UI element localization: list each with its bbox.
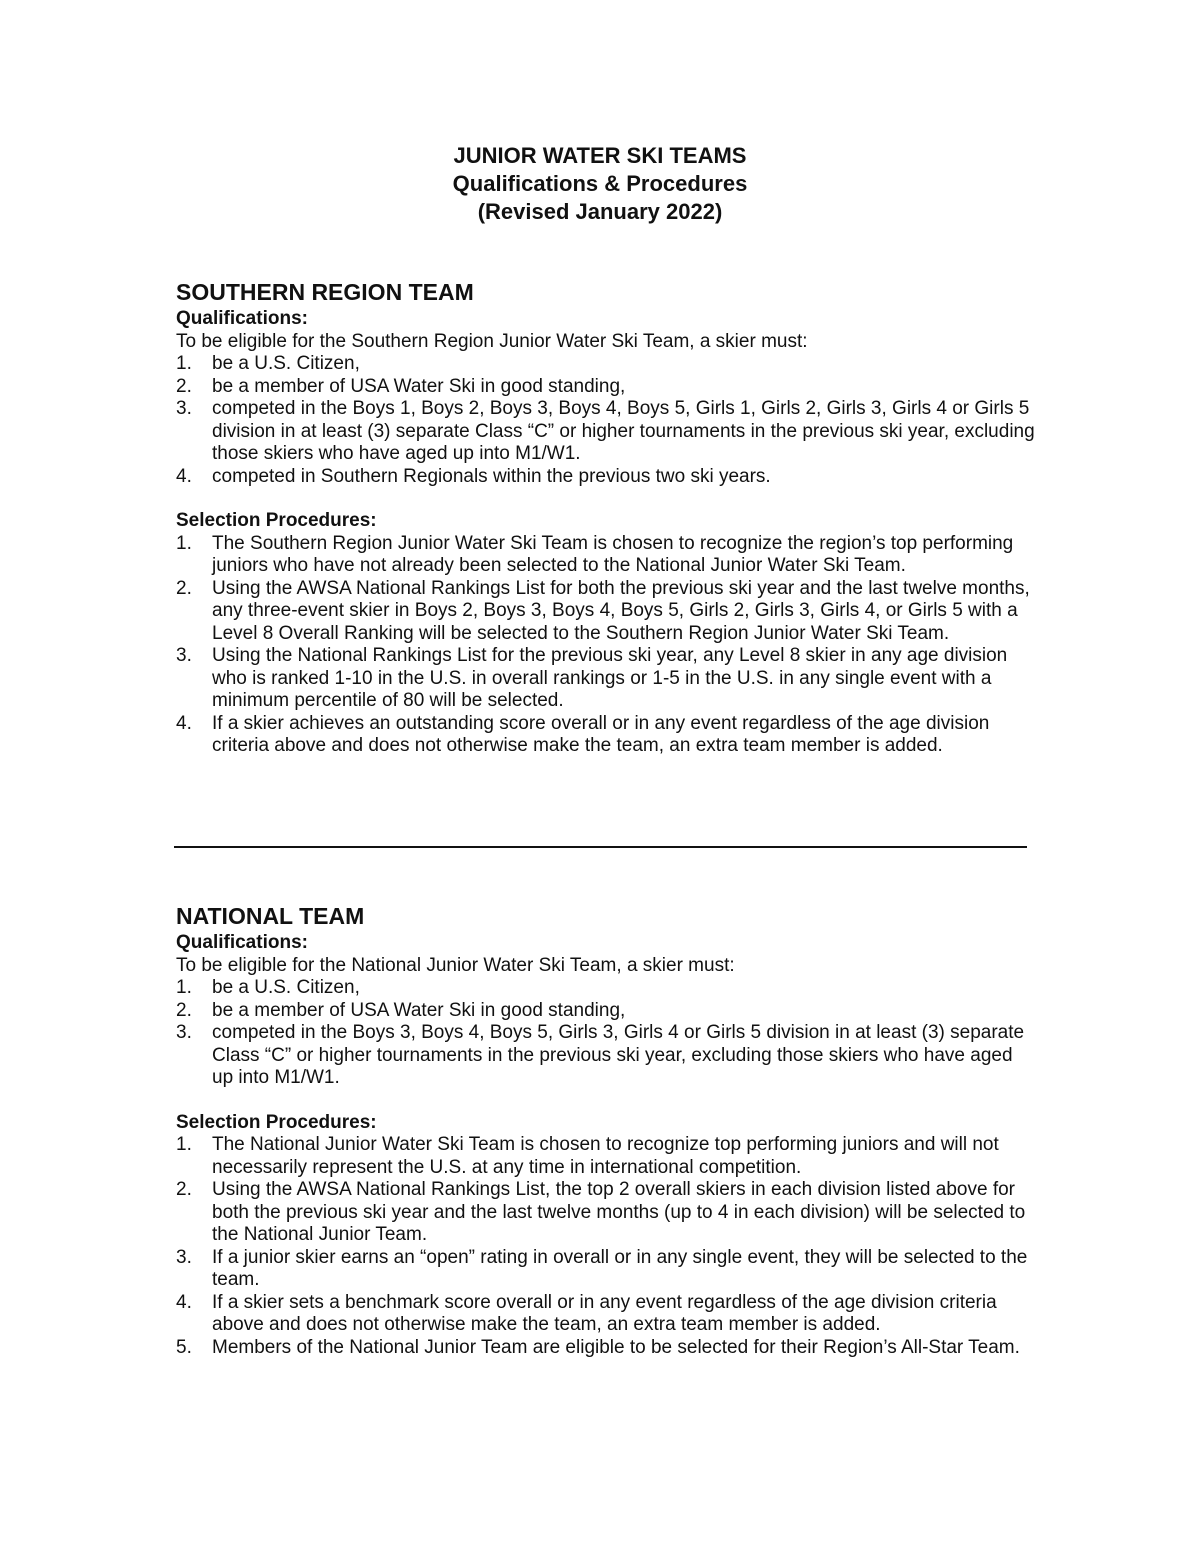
- procedures-heading: Selection Procedures:: [176, 1111, 377, 1133]
- list-item: [176, 1247, 1036, 1292]
- item-number: 3.: [176, 645, 192, 666]
- list-item: [176, 376, 1036, 399]
- item-number: 1.: [176, 977, 192, 998]
- item-number: 2.: [176, 999, 192, 1021]
- document-title: [0, 142, 1200, 226]
- item-text: be a member of USA Water Ski in good standing,: [212, 375, 626, 397]
- qualifications-intro: To be eligible for the Southern Region Junior Water Ski Team, a skier must:: [176, 330, 808, 352]
- item-number: 5.: [176, 1336, 192, 1358]
- list-item: [176, 1179, 1036, 1247]
- item-number: 2.: [176, 577, 192, 599]
- list-item: [176, 578, 1036, 646]
- item-number: 3.: [176, 1022, 192, 1043]
- list-item: [176, 713, 1036, 758]
- list-item: [176, 645, 1036, 713]
- item-text: competed in Southern Regionals within the previous two ski years.: [212, 465, 771, 487]
- item-number: 1.: [176, 1134, 192, 1155]
- list-item: [176, 1292, 1036, 1337]
- item-text: Using the National Rankings List for the previous ski year, any Level 8 skier in any age division who is ranked 1-10 in the U.S. in overall rankings or 1-5 in the U.S. in any single event with a minimum percentile of 80 will be selected.: [212, 645, 1008, 711]
- item-text: competed in the Boys 3, Boys 4, Boys 5, Girls 3, Girls 4 or Girls 5 division in at least (3) separate Class “C” or higher tournaments in the previous ski year, excluding those skiers who have aged up into M1/W1.: [212, 1022, 1025, 1088]
- list-item: [176, 1022, 1036, 1090]
- item-text: be a U.S. Citizen,: [212, 977, 360, 998]
- qualifications-list: [176, 977, 1036, 1090]
- item-number: 1.: [176, 532, 192, 554]
- procedures-list: [176, 533, 1036, 758]
- item-number: 3.: [176, 398, 192, 419]
- title-line-2: Qualifications & Procedures: [452, 171, 748, 196]
- item-text: If a skier sets a benchmark score overall or in any event regardless of the age division criteria above and does not otherwise make the team, an extra team member is added.: [212, 1291, 997, 1335]
- qualifications-heading: Qualifications:: [176, 932, 308, 953]
- item-text: be a member of USA Water Ski in good standing,: [212, 999, 626, 1021]
- item-number: 3.: [176, 1246, 192, 1268]
- list-item: [176, 353, 1036, 376]
- item-text: Using the AWSA National Rankings List for both the previous ski year and the last twelve months, any three-event skier in Boys 2, Boys 3, Boys 4, Boys 5, Girls 2, Girls 3, Girls 4, or Girls 5 with a Level 8 Overall Ranking will be selected to the Southern Region Junior Water Ski Team.: [212, 577, 1030, 644]
- item-number: 2.: [176, 1179, 192, 1200]
- list-item: [176, 1337, 1036, 1360]
- procedures-list: [176, 1134, 1036, 1359]
- item-number: 2.: [176, 375, 192, 397]
- section-heading: SOUTHERN REGION TEAM: [176, 279, 474, 305]
- item-number: 4.: [176, 465, 192, 487]
- list-item: [176, 466, 1036, 489]
- list-item: [176, 977, 1036, 1000]
- title-line-3: (Revised January 2022): [477, 199, 723, 224]
- title-line-1: JUNIOR WATER SKI TEAMS: [453, 143, 747, 168]
- list-item: [176, 398, 1036, 466]
- list-item: [176, 533, 1036, 578]
- national-team-section: [176, 902, 1036, 1359]
- item-text: If a junior skier earns an “open” rating in overall or in any single event, they will be selected to the team.: [212, 1246, 1028, 1290]
- section-heading: NATIONAL TEAM: [176, 903, 365, 929]
- item-number: 4.: [176, 712, 192, 734]
- section-divider: [174, 846, 1027, 848]
- list-item: [176, 1134, 1036, 1179]
- item-text: be a U.S. Citizen,: [212, 353, 360, 374]
- list-item: [176, 1000, 1036, 1023]
- procedures-heading: Selection Procedures:: [176, 510, 377, 531]
- southern-region-section: [176, 278, 1036, 758]
- item-number: 4.: [176, 1291, 192, 1313]
- qualifications-intro: To be eligible for the National Junior Water Ski Team, a skier must:: [176, 954, 735, 976]
- item-number: 1.: [176, 353, 192, 374]
- qualifications-list: [176, 353, 1036, 488]
- qualifications-heading: Qualifications:: [176, 308, 308, 329]
- item-text: The Southern Region Junior Water Ski Team is chosen to recognize the region’s top performing juniors who have not already been selected to the National Junior Water Ski Team.: [212, 532, 1014, 576]
- item-text: The National Junior Water Ski Team is chosen to recognize top performing juniors and will not necessarily represent the U.S. at any time in international competition.: [212, 1134, 999, 1178]
- item-text: Members of the National Junior Team are eligible to be selected for their Region’s All-Star Team.: [212, 1336, 1020, 1358]
- item-text: competed in the Boys 1, Boys 2, Boys 3, Boys 4, Boys 5, Girls 1, Girls 2, Girls 3, Girls 4 or Girls 5 division in at least (3) separate Class “C” or higher tournaments in the previous ski year, excluding those skiers who have aged up into M1/W1.: [212, 398, 1035, 464]
- item-text: If a skier achieves an outstanding score overall or in any event regardless of the age division criteria above and does not otherwise make the team, an extra team member is added.: [212, 712, 990, 756]
- item-text: Using the AWSA National Rankings List, the top 2 overall skiers in each division listed above for both the previous ski year and the last twelve months (up to 4 in each division) will be selected to the National Junior Team.: [212, 1179, 1026, 1245]
